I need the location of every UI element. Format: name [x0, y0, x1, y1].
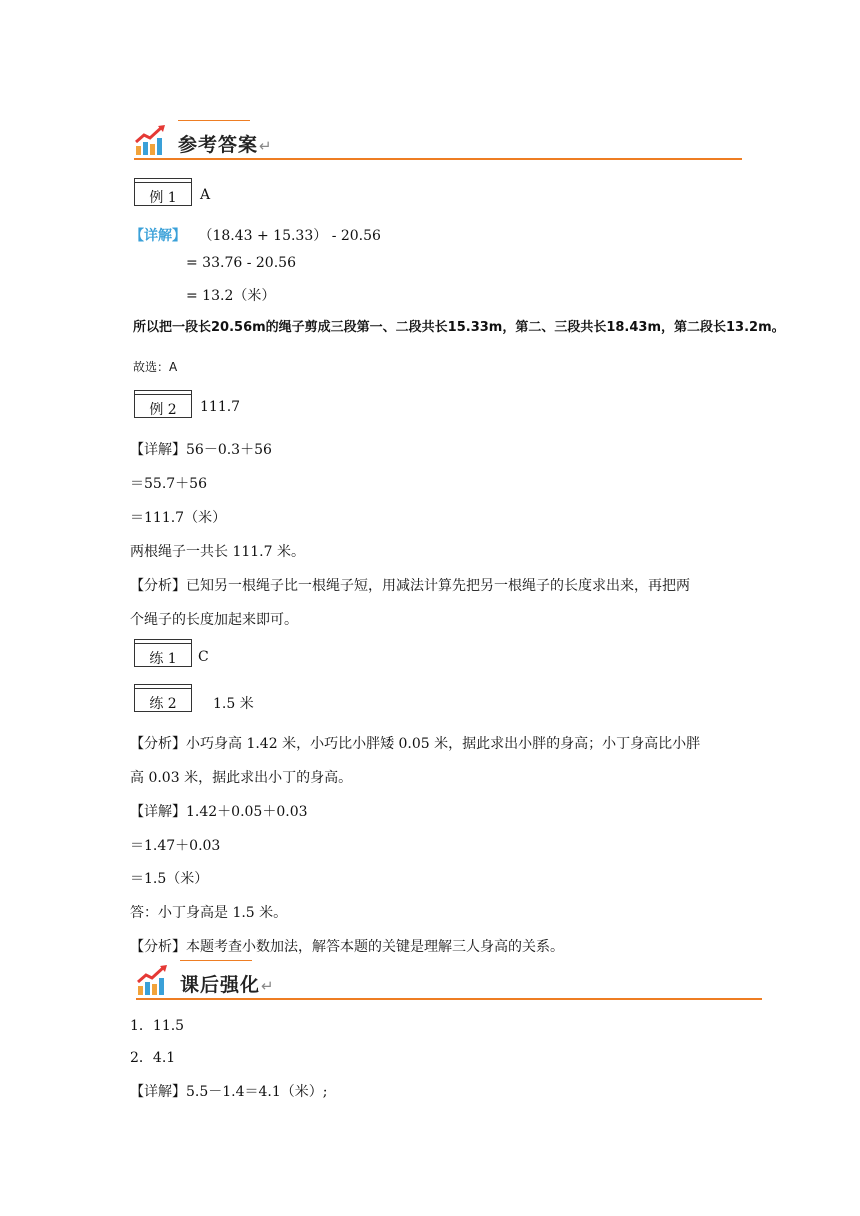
answer-practice-2: 1.5 米: [213, 696, 254, 712]
header-top-line: [178, 120, 250, 121]
answer-practice-1: C: [198, 649, 209, 665]
choice-text: 故选：A: [133, 360, 178, 374]
header-rule: [134, 158, 742, 160]
ex2-line-1: 【详解】56－0.3＋56: [130, 442, 272, 458]
ex2-line-3: ＝111.7（米）: [130, 510, 227, 526]
detail-label: 【详解】 （18.43 + 15.33） - 20.56: [130, 228, 381, 244]
tag-example-2: 例 2: [134, 390, 192, 418]
calc-line-1: （18.43 + 15.33） - 20.56: [198, 228, 381, 244]
after-line-3: 【详解】5.5－1.4＝4.1（米）;: [130, 1084, 328, 1100]
pr2-line-2: 高 0.03 米，据此求出小丁的身高。: [130, 770, 353, 786]
chart-trend-icon: [134, 124, 166, 156]
tag-practice-2: 练 2: [134, 684, 192, 712]
conclusion-text: 所以把一段长20.56m的绳子剪成三段第一、二段共长15.33m，第二、三段共长18.43m，第二段长13.2m。: [133, 320, 785, 335]
pr2-line-3: 【详解】1.42＋0.05＋0.03: [130, 804, 308, 820]
pr2-line-6: 答：小丁身高是 1.5 米。: [130, 905, 288, 921]
ex2-line-2: ＝55.7＋56: [130, 476, 207, 492]
section-header-after-class: [136, 960, 762, 1000]
pr2-line-1: 【分析】小巧身高 1.42 米，小巧比小胖矮 0.05 米，据此求出小胖的身高；小丁身高比小胖: [130, 736, 701, 752]
after-line-1: 1．11.5: [130, 1018, 185, 1034]
header-rule: [136, 998, 762, 1000]
tag-example-1: 例 1: [134, 178, 192, 206]
section-title: 参考答案↵: [178, 134, 273, 156]
pr2-line-4: ＝1.47＋0.03: [130, 838, 221, 854]
pr2-line-7: 【分析】本题考查小数加法，解答本题的关键是理解三人身高的关系。: [130, 939, 564, 955]
chart-trend-icon: [136, 964, 168, 996]
pr2-line-5: ＝1.5（米）: [130, 871, 209, 887]
section-header-answers: [134, 120, 742, 160]
answer-example-2: 111.7: [200, 399, 241, 415]
section-title: 课后强化↵: [180, 974, 275, 996]
calc-line-3: = 13.2（米）: [186, 288, 276, 304]
tag-practice-1: 练 1: [134, 639, 192, 667]
after-line-2: 2．4.1: [130, 1050, 176, 1066]
answer-example-1: A: [200, 187, 211, 203]
header-top-line: [180, 960, 252, 961]
ex2-line-5: 【分析】已知另一根绳子比一根绳子短，用减法计算先把另一根绳子的长度求出来，再把两: [130, 578, 690, 594]
calc-line-2: = 33.76 - 20.56: [186, 255, 296, 271]
ex2-line-6: 个绳子的长度加起来即可。: [130, 612, 298, 628]
ex2-line-4: 两根绳子一共长 111.7 米。: [130, 544, 305, 560]
